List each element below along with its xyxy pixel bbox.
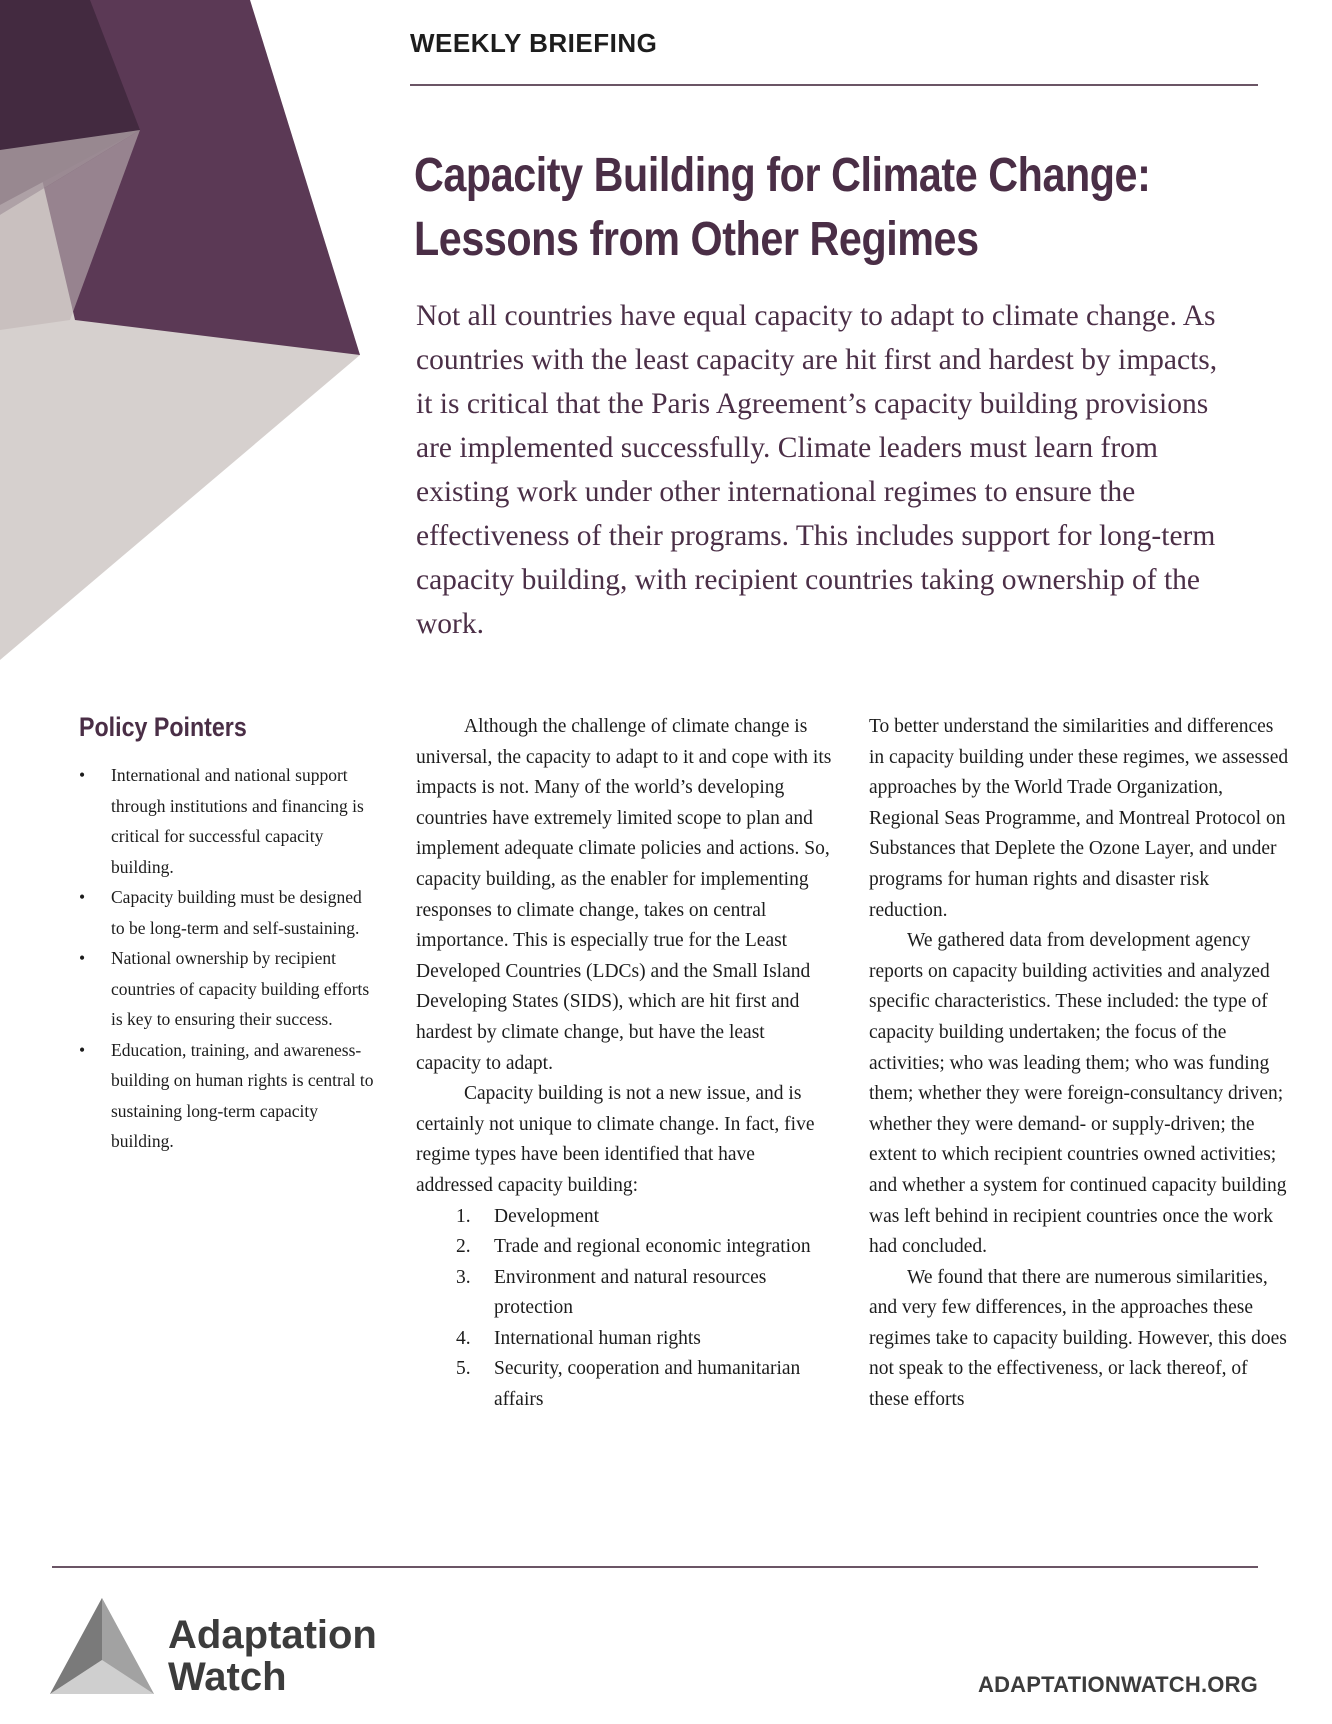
regime-list-item xyxy=(416,1354,832,1415)
bullet-icon: • xyxy=(79,1039,86,1060)
regime-label: Environment and natural resources protection xyxy=(494,1266,767,1319)
regime-list-item xyxy=(416,1263,832,1324)
lead-paragraph: Not all countries have equal capacity to adapt to climate change. As countries with the least capacity are hit first and hardest by impacts, it is critical that the Paris Agreement’s capacity building provisions are implemented successfully. Climate leaders must learn from existing work under other international regimes to ensure the effectiveness of their programs. This includes support for long-term capacity building, with recipient countries taking ownership of the work. xyxy=(416,300,1218,640)
regime-list-item xyxy=(416,1202,832,1233)
bullet-icon: • xyxy=(79,948,86,968)
body-column-1 xyxy=(416,712,832,1416)
body-paragraph: We found that there are numerous similarities, and very few differences, in the approaches these regimes take to capacity building. However, this does not speak to the effectiveness, or lack thereof, of these efforts xyxy=(869,1266,1287,1411)
brand-line-1: Adaptation xyxy=(168,1613,377,1657)
adaptation-watch-logo-icon xyxy=(50,1598,154,1696)
brand-line-2: Watch xyxy=(168,1655,287,1699)
policy-pointer-item xyxy=(79,882,379,943)
regime-label: Trade and regional economic integration xyxy=(494,1236,811,1258)
regime-label: International human rights xyxy=(494,1327,701,1349)
corner-decorative-shapes xyxy=(0,0,380,680)
policy-pointers-list xyxy=(79,760,379,1157)
list-number: 1. xyxy=(456,1205,471,1227)
policy-pointer-item xyxy=(79,760,379,882)
body-paragraph: We gathered data from development agency reports on capacity building activities and analyzed specific characteristics. These included: the type of capacity building undertaken; the focus of the activities; who was leading them; who was funding them; whether they were foreign-consultancy driven; whether they were demand- or supply-driven; the extent to which recipient countries owned activities; and whether a system for continued capacity building was left behind in recipient countries once the work had concluded. xyxy=(869,930,1287,1258)
policy-pointer-text: Capacity building must be designed to be long-term and self-sustaining. xyxy=(111,887,362,938)
list-number: 3. xyxy=(456,1266,471,1288)
website-url[interactable]: ADAPTATIONWATCH.ORG xyxy=(978,1672,1258,1697)
list-number: 2. xyxy=(456,1236,471,1258)
header-divider xyxy=(410,84,1258,86)
body-paragraph: To better understand the similarities and differences in capacity building under these regimes, we assessed approaches by the World Trade Organization, Regional Seas Programme, and Montreal Protocol on Substances that Deplete the Ozone Layer, and under programs for human rights and disaster risk reduction. xyxy=(869,716,1289,921)
policy-pointer-item xyxy=(79,1035,379,1157)
briefing-kicker: WEEKLY BRIEFING xyxy=(410,28,658,58)
brand-logo-text xyxy=(168,1614,377,1698)
regime-list-item xyxy=(416,1232,832,1263)
policy-pointers-heading: Policy Pointers xyxy=(79,712,247,742)
bullet-icon: • xyxy=(79,765,86,785)
page-title: Capacity Building for Climate Change: Lessons from Other Regimes xyxy=(414,149,1151,266)
body-paragraph: Although the challenge of climate change is universal, the capacity to adapt to it and cope with its impacts is not. Many of the world’s developing countries have extremely limited scope to plan and implement adequate climate policies and actions. So, capacity building, as the enabler for implementing responses to climate change, takes on central importance. This is especially true for the Least Developed Countries (LDCs) and the Small Island Developing States (SIDS), which are hit first and hardest by climate change, but have the least capacity to adapt. xyxy=(416,716,832,1074)
bullet-icon: • xyxy=(79,887,86,907)
policy-pointer-text: National ownership by recipient countries of capacity building efforts is key to ensuring their success. xyxy=(111,948,370,1029)
policy-pointer-item xyxy=(79,943,379,1035)
body-column-2 xyxy=(869,712,1289,1416)
regime-list-item xyxy=(416,1324,832,1355)
list-number: 5. xyxy=(456,1358,471,1380)
policy-pointer-text: International and national support through institutions and financing is critical for successful capacity building. xyxy=(111,765,364,877)
footer-divider xyxy=(52,1566,1258,1568)
regime-list xyxy=(416,1202,832,1416)
body-paragraph: Capacity building is not a new issue, and is certainly not unique to climate change. In fact, five regime types have been identified that have addressed capacity building: xyxy=(416,1083,815,1196)
policy-pointer-text: Education, training, and awareness-building on human rights is central to sustaining long-term capacity building. xyxy=(111,1039,374,1151)
list-number: 4. xyxy=(456,1327,471,1349)
regime-label: Development xyxy=(494,1205,600,1227)
regime-label: Security, cooperation and humanitarian affairs xyxy=(494,1358,801,1411)
